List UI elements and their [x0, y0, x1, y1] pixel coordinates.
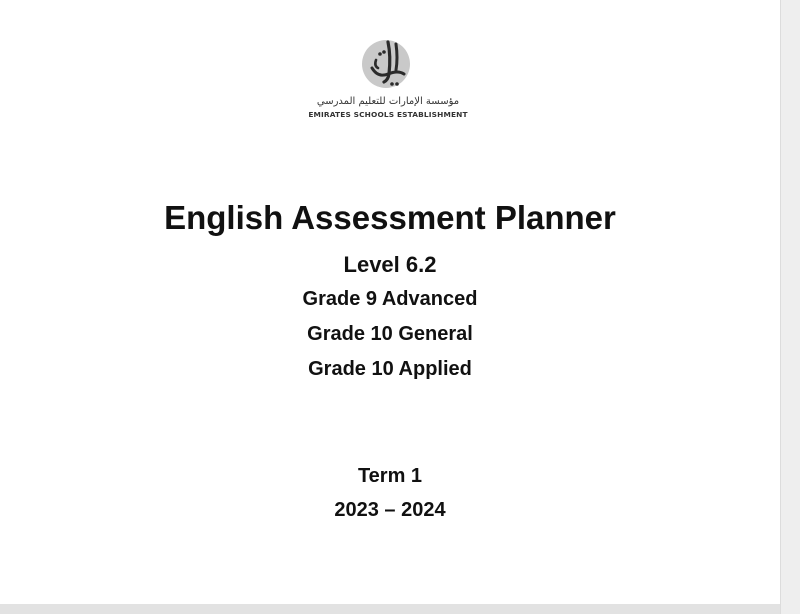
viewer-page-gap [0, 604, 780, 614]
logo-english-name: EMIRATES SCHOOLS ESTABLISHMENT [308, 110, 468, 119]
document-title: English Assessment Planner [164, 199, 616, 236]
grade-line-1: Grade 9 Advanced [302, 288, 478, 310]
level-label: Level 6.2 [343, 252, 437, 277]
grade-line-3: Grade 10 Applied [308, 358, 472, 380]
ese-logo [296, 34, 480, 124]
academic-year: 2023 – 2024 [334, 499, 446, 521]
viewer-scroll-track[interactable] [780, 0, 800, 614]
ese-logo-mark [358, 34, 418, 94]
logo-arabic-name: مؤسسة الإمارات للتعليم المدرسي [316, 96, 460, 107]
term-label: Term 1 [357, 465, 423, 487]
grade-line-2: Grade 10 General [307, 323, 473, 345]
